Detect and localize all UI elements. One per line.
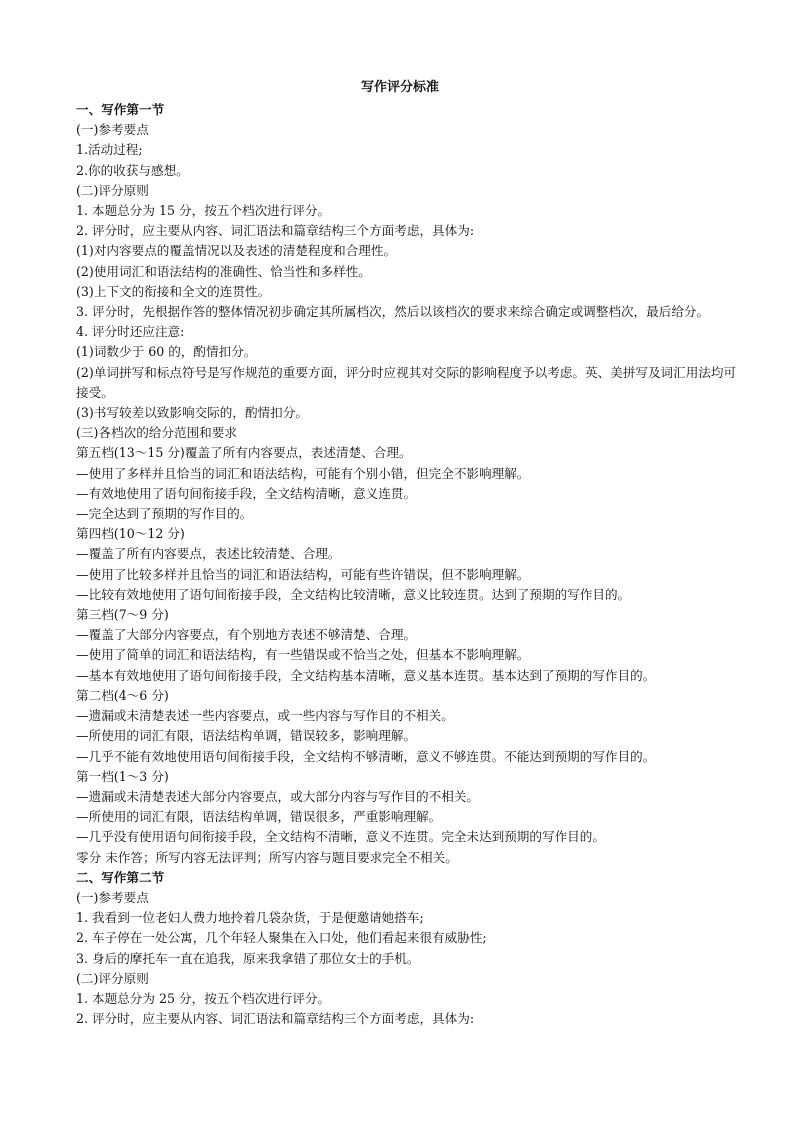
text-line: 2. 评分时，应主要从内容、词汇语法和篇章结构三个方面考虑，具体为:: [76, 1011, 475, 1027]
page-title: 写作评分标准: [360, 80, 439, 95]
text-line: (一)参考要点: [76, 889, 149, 905]
text-line: (2)使用词汇和语法结构的准确性、恰当性和多样性。: [76, 263, 371, 279]
text-line: —覆盖了所有内容要点，表述比较清楚、合理。: [76, 546, 341, 562]
text-line: (1)对内容要点的覆盖情况以及表述的清楚程度和合理性。: [76, 243, 397, 259]
text-line: —使用了多样并且恰当的词汇和语法结构，可能有个别小错，但完全不影响理解。: [76, 465, 530, 481]
text-line: 第三档(7～9 分): [76, 607, 169, 623]
text-line: 第二档(4～6 分): [76, 687, 169, 703]
text-line: (2)单词拼写和标点符号是写作规范的重要方面，评分时应视其对交际的影响程度予以考虑。英、美拼写及词汇用法均可接受。: [76, 364, 737, 400]
text-line: —遗漏或未清楚表述一些内容要点，或一些内容与写作目的不相关。: [76, 708, 454, 724]
text-line: —几乎不能有效地使用语句间衔接手段，全文结构不够清晰，意义不够连贯。不能达到预期的写作目的。: [76, 748, 656, 764]
text-line: —使用了简单的词汇和语法结构，有一些错误或不恰当之处，但基本不影响理解。: [76, 647, 530, 663]
text-line: 3. 评分时，先根据作答的整体情况初步确定其所属档次，然后以该档次的要求来综合确定或调整档次，最后给分。: [76, 304, 710, 320]
text-line: 2.你的收获与感想。: [76, 162, 189, 178]
text-line: 3. 身后的摩托车一直在追我，原来我拿错了那位女士的手机。: [76, 950, 420, 966]
text-line: —比较有效地使用了语句间衔接手段，全文结构比较清晰，意义比较连贯。达到了预期的写作目的。: [76, 586, 631, 602]
text-line: (一)参考要点: [76, 122, 149, 138]
text-line: (3)书写较差以致影响交际的，酌情扣分。: [76, 405, 308, 421]
text-line: (二)评分原则: [76, 182, 149, 198]
text-line: —遗漏或未清楚表述大部分内容要点，或大部分内容与写作目的不相关。: [76, 788, 479, 804]
text-line: 2. 车子停在一处公寓，几个年轻人聚集在入口处，他们看起来很有威胁性;: [76, 930, 487, 946]
text-line: —几乎没有使用语句间衔接手段，全文结构不清晰，意义不连贯。完全未达到预期的写作目的。: [76, 829, 605, 845]
text-line: 零分 未作答；所写内容无法评判；所写内容与题目要求完全不相关。: [76, 849, 458, 865]
text-line: —基本有效地使用了语句间衔接手段，全文结构基本清晰，意义基本连贯。基本达到了预期的写作目的。: [76, 667, 656, 683]
text-line: (3)上下文的衔接和全文的连贯性。: [76, 283, 271, 299]
text-line: 第五档(13～15 分)覆盖了所有内容要点，表述清楚、合理。: [76, 445, 412, 461]
text-line: 1.活动过程;: [76, 142, 143, 158]
section-heading: 二、写作第二节: [76, 869, 165, 885]
text-line: 第一档(1～3 分): [76, 768, 169, 784]
text-line: 1. 本题总分为 15 分，按五个档次进行评分。: [76, 203, 331, 219]
text-line: (三)各档次的给分范围和要求: [76, 425, 237, 441]
text-line: —所使用的词汇有限，语法结构单调，错误较多，影响理解。: [76, 728, 417, 744]
text-line: 第四档(10～12 分): [76, 526, 185, 542]
text-line: (1)词数少于 60 的，酌情扣分。: [76, 344, 257, 360]
text-line: —覆盖了大部分内容要点，有个别地方表述不够清楚、合理。: [76, 627, 417, 643]
text-line: —完全达到了预期的写作目的。: [76, 506, 253, 522]
text-line: —有效地使用了语句间衔接手段，全文结构清晰，意义连贯。: [76, 485, 417, 501]
text-line: (二)评分原则: [76, 970, 149, 986]
section-heading: 一、写作第一节: [76, 102, 165, 117]
document-body: [76, 100, 740, 1029]
text-line: 2. 评分时，应主要从内容、词汇语法和篇章结构三个方面考虑，具体为:: [76, 223, 475, 239]
text-line: 1. 我看到一位老妇人费力地拎着几袋杂货，于是便邀请她搭车;: [76, 910, 424, 926]
text-line: 4. 评分时还应注意:: [76, 324, 185, 340]
text-line: —所使用的词汇有限，语法结构单调，错误很多，严重影响理解。: [76, 809, 442, 825]
text-line: —使用了比较多样并且恰当的词汇和语法结构，可能有些许错误，但不影响理解。: [76, 566, 530, 582]
text-line: 1. 本题总分为 25 分，按五个档次进行评分。: [76, 990, 331, 1006]
